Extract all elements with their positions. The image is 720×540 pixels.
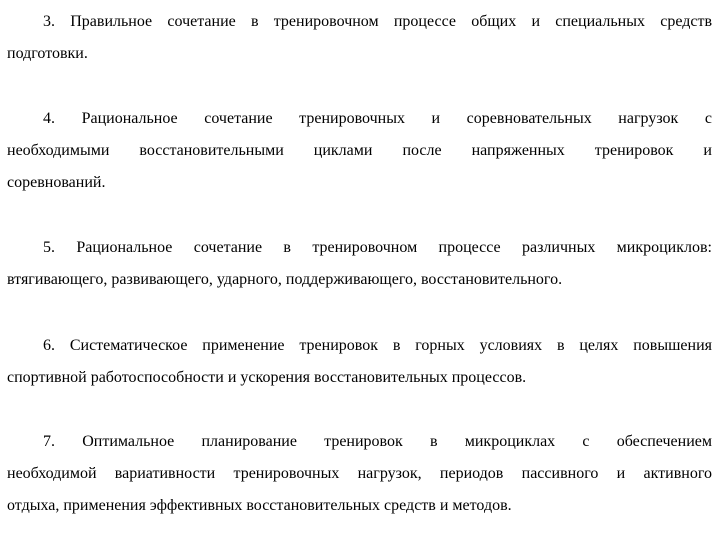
paragraph-line: 6. Систематическое применение тренировок в горных условиях в целях повышения bbox=[43, 337, 712, 354]
paragraph-line: соревнований. bbox=[7, 174, 106, 191]
paragraph-line: 3. Правильное сочетание в тренировочном процессе общих и специальных средств bbox=[43, 13, 712, 30]
paragraph-line: необходимой вариативности тренировочных нагрузок, периодов пассивного и активного bbox=[7, 465, 712, 482]
paragraph-line: необходимыми восстановительными циклами после напряженных тренировок и bbox=[7, 142, 712, 159]
paragraph-line: втягивающего, развивающего, ударного, поддерживающего, восстановительного. bbox=[7, 271, 563, 288]
paragraph-line: 4. Рациональное сочетание тренировочных и соревновательных нагрузок с bbox=[43, 110, 712, 127]
paragraph-line: 5. Рациональное сочетание в тренировочном процессе различных микроциклов: bbox=[43, 239, 712, 256]
paragraph-line: отдыха, применения эффективных восстановительных средств и методов. bbox=[7, 497, 512, 514]
paragraph-line: 7. Оптимальное планирование тренировок в микроциклах с обеспечением bbox=[43, 433, 712, 450]
paragraph-line: спортивной работоспособности и ускорения восстановительных процессов. bbox=[7, 369, 527, 386]
paragraph-line: подготовки. bbox=[7, 45, 88, 62]
